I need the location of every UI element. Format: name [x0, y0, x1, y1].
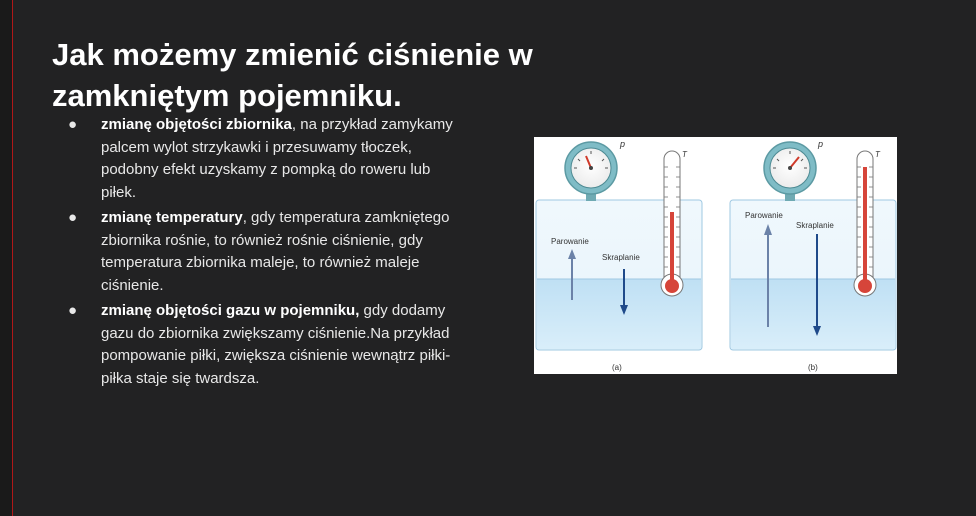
bullet-list [68, 114, 468, 393]
evaporation-diagram [534, 137, 897, 374]
bullet-item [68, 300, 468, 390]
temperature-label: T [682, 150, 687, 159]
bullet-dot: ● [68, 302, 78, 319]
condensation-label: Skraplanie [602, 253, 640, 262]
slide-title: Jak możemy zmienić ciśnienie w zamkniętym pojemniku. [52, 37, 533, 113]
thermometer-icon [854, 151, 876, 296]
panel-b [730, 139, 896, 372]
evaporation-figure [534, 137, 897, 374]
bullet-item [68, 207, 468, 297]
bullet-text: gdy dodamy gazu do zbiornika zwiększamy ciśnienie.Na przykład pompowanie piłki, zwiększa ciśnienie wewnątrz piłki- piłka staje się twardsza. [101, 302, 451, 387]
bullet-dot: ● [68, 116, 78, 133]
bullet-text: , na przykład zamykamy palcem wylot strzykawki i przesuwamy tłoczek, podobny efekt uzyskamy z pompką do roweru lub piłek. [101, 116, 453, 201]
bullet-bold: zmianę temperatury [101, 209, 243, 226]
bullet-item [68, 114, 468, 204]
bullet-text: , gdy temperatura zamkniętego zbiornika rośnie, to również rośnie ciśnienie, gdy temperatura zbiornika maleje, to również maleje ciśnienie. [101, 209, 450, 294]
pressure-label: p [818, 139, 824, 149]
temperature-label: T [875, 150, 880, 159]
panel-a [536, 139, 702, 372]
slide-left-edge [0, 0, 13, 516]
pressure-gauge-icon [565, 142, 617, 201]
pressure-gauge-icon [764, 142, 816, 201]
bullet-bold: zmianę objętości zbiornika [101, 116, 292, 133]
evaporation-label: Parowanie [551, 237, 589, 246]
bullet-bold: zmianę objętości gazu w pojemniku, [101, 302, 360, 319]
bullet-dot: ● [68, 209, 78, 226]
evaporation-label: Parowanie [745, 211, 783, 220]
thermometer-icon [661, 151, 683, 296]
pressure-label: p [620, 139, 626, 149]
panel-caption: (b) [808, 363, 818, 372]
condensation-label: Skraplanie [796, 221, 834, 230]
panel-caption: (a) [612, 363, 622, 372]
